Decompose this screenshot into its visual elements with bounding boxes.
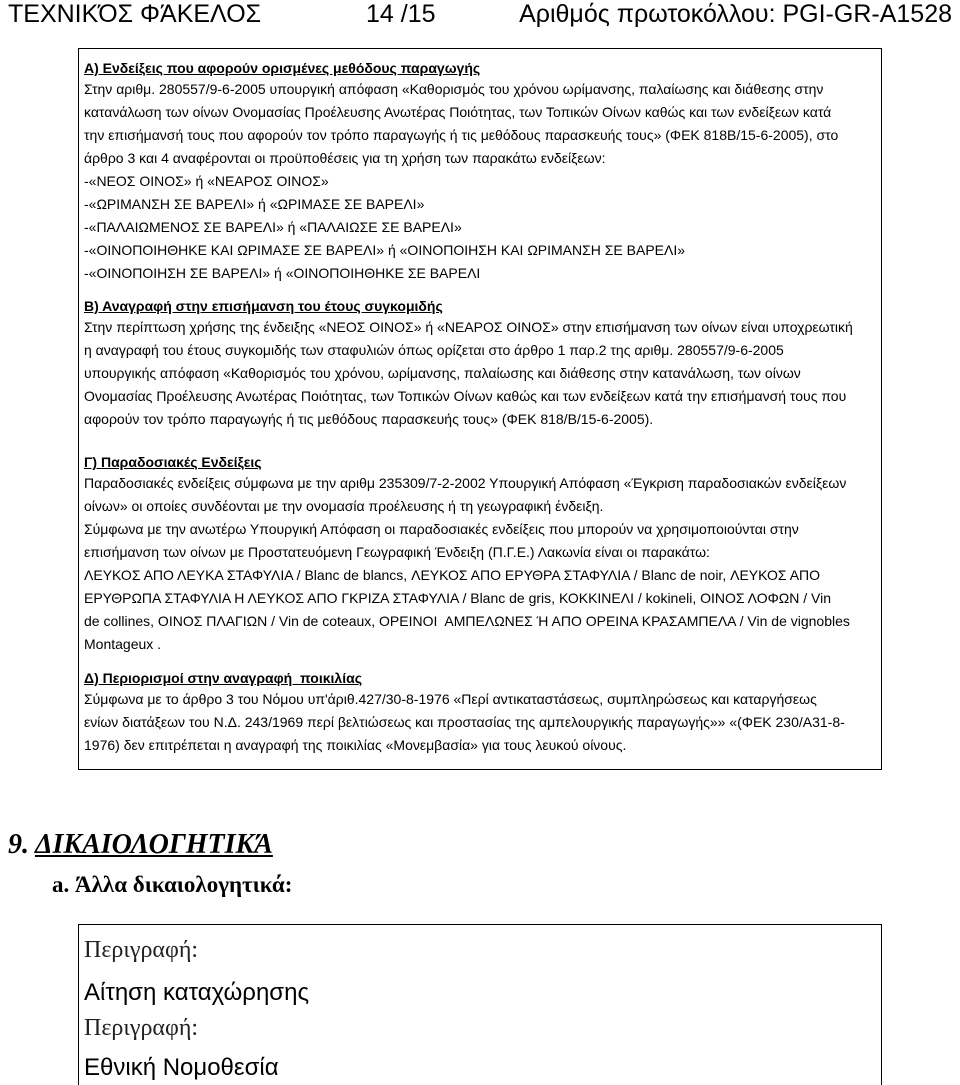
text-line: κατανάλωση των οίνων Ονομασίας Προέλευσης Ανωτέρας Ποιότητας, των Τοπικών Οίνων καθώς και των ενδείξεων κατά — [84, 104, 832, 120]
text-line: -«ΟΙΝΟΠΟΙΗΣΗ ΣΕ ΒΑΡΕΛΙ» ή «ΟΙΝΟΠΟΙΗΘΗΚΕ ΣΕ ΒΑΡΕΛΙ — [84, 265, 481, 281]
section-d — [84, 668, 881, 757]
text-line: 1976) δεν επιτρέπεται η αναγραφή της ποικιλίας «Μονεμβασία» για τους λευκού οίνους. — [84, 737, 627, 753]
text-line: Σύμφωνα με την ανωτέρω Υπουργική Απόφαση οι παραδοσιακές ενδείξεις που μπορούν να χρησιμοποιούνται στην — [84, 521, 799, 537]
text-line: ΕΡΥΘΡΩΠΑ ΣΤΑΦΥΛΙΑ Η ΛΕΥΚΟΣ ΑΠΟ ΓΚΡΙΖΑ ΣΤΑΦΥΛΙΑ / Blanc de gris, ΚΟΚΚΙΝΕΛΙ / kokineli, ΟΙΝΟΣ ΛΟΦΩΝ / Vin — [84, 590, 832, 606]
page-number: 14 /15 — [366, 0, 436, 28]
description-value: Αίτηση καταχώρησης — [84, 979, 310, 1006]
text-line: Στην περίπτωση χρήσης της ένδειξης «ΝΕΟΣ ΟΙΝΟΣ» ή «ΝΕΑΡΟΣ ΟΙΝΟΣ» στην επισήμανση των οίνων είναι υποχρεωτική — [84, 319, 853, 335]
text-line: επισήμανση των οίνων με Προστατευόμενη Γεωγραφική Ένδειξη (Π.Γ.Ε.) Λακωνία είναι οι παρακάτω: — [84, 544, 710, 560]
text-line: άρθρο 3 και 4 αναφέρονται οι προϋποθέσεις για τη χρήση των παρακάτω ενδείξεων: — [84, 150, 606, 166]
text-line: de collines, ΟΙΝΟΣ ΠΛΑΓΙΩΝ / Vin de coteaux, ΟΡΕΙΝΟΙ ΑΜΠΕΛΩΝΕΣ Ή ΑΠΟ ΟΡΕΙΝΑ ΚΡΑΣΑΜΠΕΛΑ / Vin de vignobles — [84, 613, 850, 629]
section-d-heading: Δ) Περιορισμοί στην αναγραφή ποικιλίας — [84, 670, 362, 686]
text-line: ΛΕΥΚΟΣ ΑΠΟ ΛΕΥΚΑ ΣΤΑΦΥΛΙΑ / Blanc de blancs, ΛΕΥΚΟΣ ΑΠΟ ΕΡΥΘΡΑ ΣΤΑΦΥΛΙΑ / Blanc de noir, ΛΕΥΚΟΣ ΑΠΟ — [84, 567, 821, 583]
description-label: Περιγραφή: — [84, 937, 199, 963]
section-9-number: 9. — [8, 829, 29, 860]
section-9-subheading: a. Άλλα δικαιολογητικά: — [52, 872, 293, 897]
text-line: η αναγραφή του έτους συγκομιδής των σταφυλιών όπως ορίζεται στο άρθρο 1 παρ.2 της αριθμ. 280557/9-6-2005 — [84, 342, 784, 358]
section-9-title — [8, 828, 273, 862]
section-c-heading: Γ) Παραδοσιακές Ενδείξεις — [84, 454, 262, 470]
text-line: -«ΠΑΛΑΙΩΜΕΝΟΣ ΣΕ ΒΑΡΕΛΙ» ή «ΠΑΛΑΙΩΣΕ ΣΕ ΒΑΡΕΛΙ» — [84, 219, 462, 235]
text-line: ενίων διατάξεων του Ν.Δ. 243/1969 περί βελτιώσεως και προστασίας της αμπελουργικής παραγωγής»» «(ΦΕΚ 230/Α31-8- — [84, 714, 845, 730]
text-line: Παραδοσιακές ενδείξεις σύμφωνα με την αριθμ 235309/7-2-2002 Υπουργική Απόφαση «Έγκριση παραδοσιακών ενδείξεων — [84, 475, 847, 491]
section-b — [84, 296, 881, 431]
documents-box — [78, 924, 882, 1085]
description-label: Περιγραφή: — [84, 1015, 199, 1041]
text-line: Montageux . — [84, 636, 162, 652]
text-line: Ονομασίας Προέλευσης Ανωτέρας Ποιότητας, των Τοπικών Οίνων καθώς και των ενδείξεων κατά την επισήμανσή τους που — [84, 388, 847, 404]
section-c — [84, 452, 881, 656]
text-line: Σύμφωνα με το άρθρο 3 του Νόμου υπ'άριθ.427/30-8-1976 «Περί αντικαταστάσεως, συμπληρώσεως και καταργήσεως — [84, 691, 817, 707]
section-b-heading: Β) Αναγραφή στην επισήμανση του έτους συγκομιδής — [84, 298, 443, 314]
text-line: την επισήμανσή τους που αφορούν τον τρόπο παραγωγής ή τις μεθόδους παρασκευής τους» (ΦΕΚ 818Β/15-6-2005), στο — [84, 127, 839, 143]
text-line: -«ΟΙΝΟΠΟΙΗΘΗΚΕ ΚΑΙ ΩΡΙΜΑΣΕ ΣΕ ΒΑΡΕΛΙ» ή «ΟΙΝΟΠΟΙΗΣΗ ΚΑΙ ΩΡΙΜΑΝΣΗ ΣΕ ΒΑΡΕΛΙ» — [84, 242, 686, 258]
text-line: οίνων» οι οποίες συνδέονται με την ονομασία προέλευσης ή τη γεωγραφική ένδειξη. — [84, 498, 604, 514]
text-line: Στην αριθμ. 280557/9-6-2005 υπουργική απόφαση «Καθορισμός του χρόνου ωρίμανσης, παλαίωσης και διάθεσης στην — [84, 81, 824, 97]
section-9-heading: ΔΙΚΑΙΟΛΟΓΗΤΙΚΆ — [34, 829, 273, 860]
labelling-indications-box — [78, 48, 882, 770]
text-line: αφορούν τον τρόπο παραγωγής ή τις μεθόδους παρασκευής τους» (ΦΕΚ 818/Β/15-6-2005). — [84, 411, 654, 427]
section-a — [84, 58, 881, 285]
text-line: -«ΝΕΟΣ ΟΙΝΟΣ» ή «ΝΕΑΡΟΣ ΟΙΝΟΣ» — [84, 173, 329, 189]
text-line: -«ΩΡΙΜΑΝΣΗ ΣΕ ΒΑΡΕΛΙ» ή «ΩΡΙΜΑΣΕ ΣΕ ΒΑΡΕΛΙ» — [84, 196, 425, 212]
page-header — [0, 0, 960, 30]
protocol-number: Αριθμός πρωτοκόλλου: PGI-GR-A1528 — [519, 0, 952, 28]
section-a-heading: Α) Ενδείξεις που αφορούν ορισμένες μεθόδους παραγωγής — [84, 60, 481, 76]
description-value: Εθνική Νομοθεσία — [84, 1054, 279, 1081]
text-line: υπουργικής απόφαση «Καθορισμός του χρόνου, ωρίμανσης, παλαίωσης και διάθεσης στην κατανάλωση, των οίνων — [84, 365, 801, 381]
document-title: ΤΕΧΝΙΚΌΣ ΦΆΚΕΛΟΣ — [8, 0, 262, 28]
